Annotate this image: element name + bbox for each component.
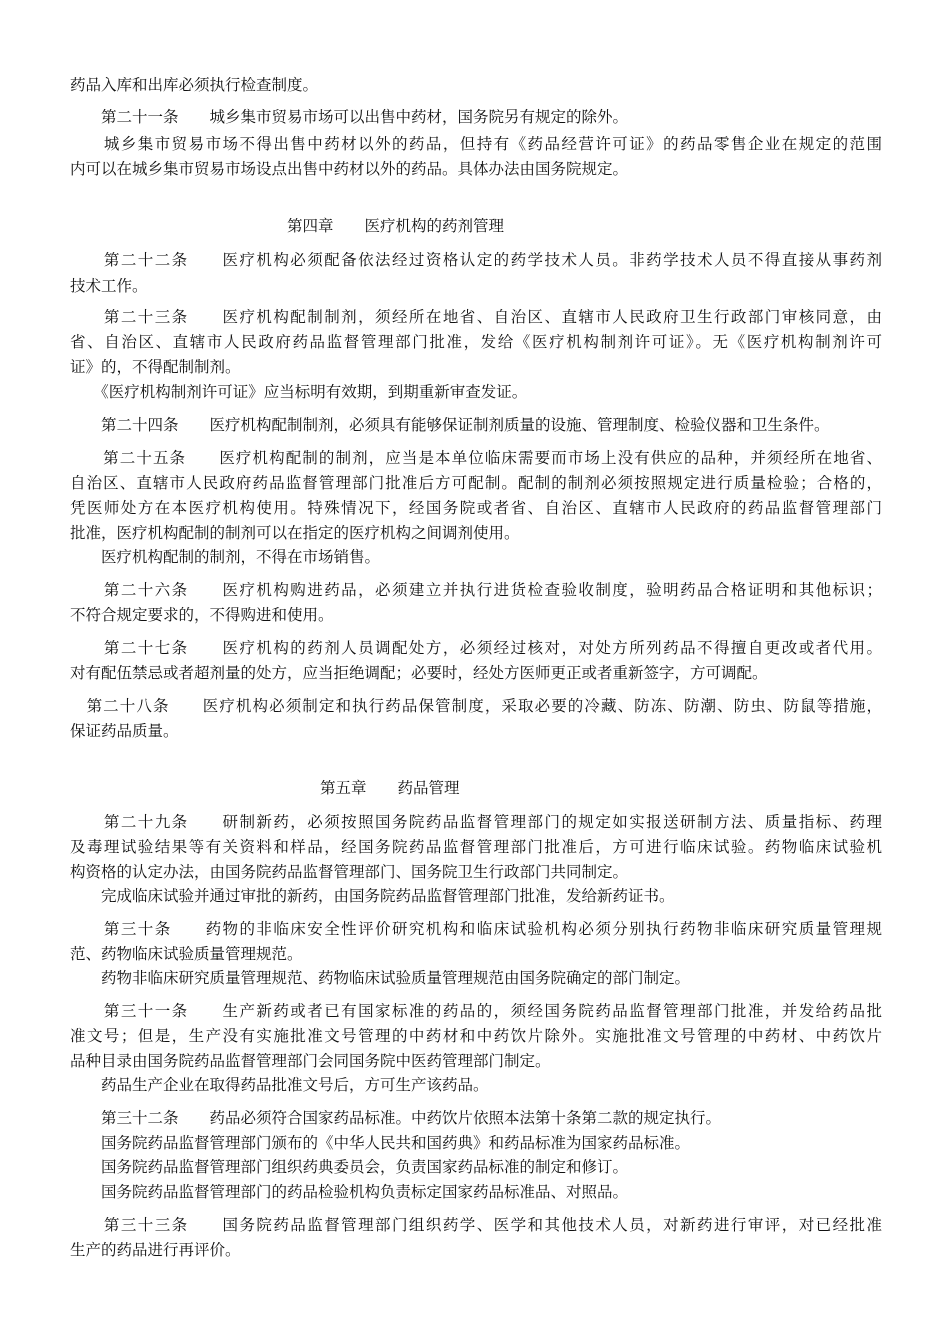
paragraph-line: 技术工作。: [70, 277, 148, 295]
paragraph-line: 药品生产企业在取得药品批准文号后，方可生产该药品。: [70, 1076, 489, 1094]
paragraph-line: 《医疗机构制剂许可证》应当标明有效期，到期重新审查发证。: [70, 383, 528, 401]
article-28-line: 第二十八条 医疗机构必须制定和执行药品保管制度，采取必要的冷藏、防冻、防潮、防虫、防鼠等措施，: [70, 697, 882, 715]
article-31-line: 第三十一条 生产新药或者已有国家标准的药品的，须经国务院药品监督管理部门批准，并发给药品批: [70, 1002, 882, 1020]
paragraph-line: 国务院药品监督管理部门组织药典委员会，负责国家药品标准的制定和修订。: [70, 1158, 629, 1176]
paragraph-line: 药品入库和出库必须执行检查制度。: [70, 76, 319, 94]
paragraph-line: 完成临床试验并通过审批的新药，由国务院药品监督管理部门批准，发给新药证书。: [70, 887, 675, 905]
article-27-line: 第二十七条 医疗机构的药剂人员调配处方，必须经过核对，对处方所列药品不得擅自更改或者代用。: [70, 639, 882, 657]
paragraph-line: 凭医师处方在本医疗机构使用。特殊情况下，经国务院或者省、自治区、直辖市人民政府的药品监督管理部门: [70, 499, 882, 517]
article-21-line: 第二十一条 城乡集市贸易市场可以出售中药材，国务院另有规定的除外。: [70, 108, 629, 126]
article-32-line: 第三十二条 药品必须符合国家药品标准。中药饮片依照本法第十条第二款的规定执行。: [70, 1109, 722, 1127]
article-25-line: 第二十五条 医疗机构配制的制剂，应当是本单位临床需要而市场上没有供应的品种，并须经所在地省、: [70, 449, 882, 467]
article-26-line: 第二十六条 医疗机构购进药品，必须建立并执行进货检查验收制度，验明药品合格证明和其他标识；: [70, 581, 882, 599]
chapter-5-heading: 第五章 药品管理: [320, 779, 460, 797]
paragraph-line: 生产的药品进行再评价。: [70, 1241, 241, 1259]
paragraph-line: 准文号；但是，生产没有实施批准文号管理的中药材和中药饮片除外。实施批准文号管理的中药材、中药饮片: [70, 1027, 882, 1045]
paragraph-line: 对有配伍禁忌或者超剂量的处方，应当拒绝调配；必要时，经处方医师更正或者重新签字，方可调配。: [70, 664, 768, 682]
article-29-line: 第二十九条 研制新药，必须按照国务院药品监督管理部门的规定如实报送研制方法、质量指标、药理: [70, 813, 882, 831]
paragraph-line: 医疗机构配制的制剂，不得在市场销售。: [70, 548, 381, 566]
article-22-line: 第二十二条 医疗机构必须配备依法经过资格认定的药学技术人员。非药学技术人员不得直接从事药剂: [70, 251, 882, 269]
paragraph-line: 自治区、直辖市人民政府药品监督管理部门批准后方可配制。配制的制剂必须按照规定进行质量检验；合格的，: [70, 474, 882, 492]
paragraph-line: 国务院药品监督管理部门颁布的《中华人民共和国药典》和药品标准为国家药品标准。: [70, 1134, 691, 1152]
article-33-line: 第三十三条 国务院药品监督管理部门组织药学、医学和其他技术人员，对新药进行审评，对已经批准: [70, 1216, 882, 1234]
paragraph-line: 药物非临床研究质量管理规范、药物临床试验质量管理规范由国务院确定的部门制定。: [70, 969, 691, 987]
paragraph-line: 构资格的认定办法，由国务院药品监督管理部门、国务院卫生行政部门共同制定。: [70, 863, 629, 881]
paragraph-line: 省、自治区、直辖市人民政府药品监督管理部门批准，发给《医疗机构制剂许可证》。无《医疗机构制剂许可: [70, 333, 882, 351]
paragraph-line: 证》的，不得配制制剂。: [70, 358, 241, 376]
paragraph-line: 城乡集市贸易市场不得出售中药材以外的药品，但持有《药品经营许可证》的药品零售企业在规定的范围: [70, 135, 882, 153]
paragraph-line: 国务院药品监督管理部门的药品检验机构负责标定国家药品标准品、对照品。: [70, 1183, 629, 1201]
paragraph-line: 内可以在城乡集市贸易市场设点出售中药材以外的药品。具体办法由国务院规定。: [70, 160, 629, 178]
article-24-line: 第二十四条 医疗机构配制制剂，必须具有能够保证制剂质量的设施、管理制度、检验仪器和卫生条件。: [70, 416, 830, 434]
paragraph-line: 品种目录由国务院药品监督管理部门会同国务院中医药管理部门制定。: [70, 1052, 551, 1070]
paragraph-line: 不符合规定要求的，不得购进和使用。: [70, 606, 334, 624]
paragraph-line: 及毒理试验结果等有关资料和样品，经国务院药品监督管理部门批准后，方可进行临床试验。药物临床试验机: [70, 838, 882, 856]
article-30-line: 第三十条 药物的非临床安全性评价研究机构和临床试验机构必须分别执行药物非临床研究质量管理规: [70, 920, 882, 938]
chapter-4-heading: 第四章 医疗机构的药剂管理: [287, 217, 505, 235]
paragraph-line: 保证药品质量。: [70, 722, 179, 740]
article-23-line: 第二十三条 医疗机构配制制剂，须经所在地省、自治区、直辖市人民政府卫生行政部门审核同意，由: [70, 308, 882, 326]
paragraph-line: 范、药物临床试验质量管理规范。: [70, 945, 303, 963]
paragraph-line: 批准，医疗机构配制的制剂可以在指定的医疗机构之间调剂使用。: [70, 524, 520, 542]
